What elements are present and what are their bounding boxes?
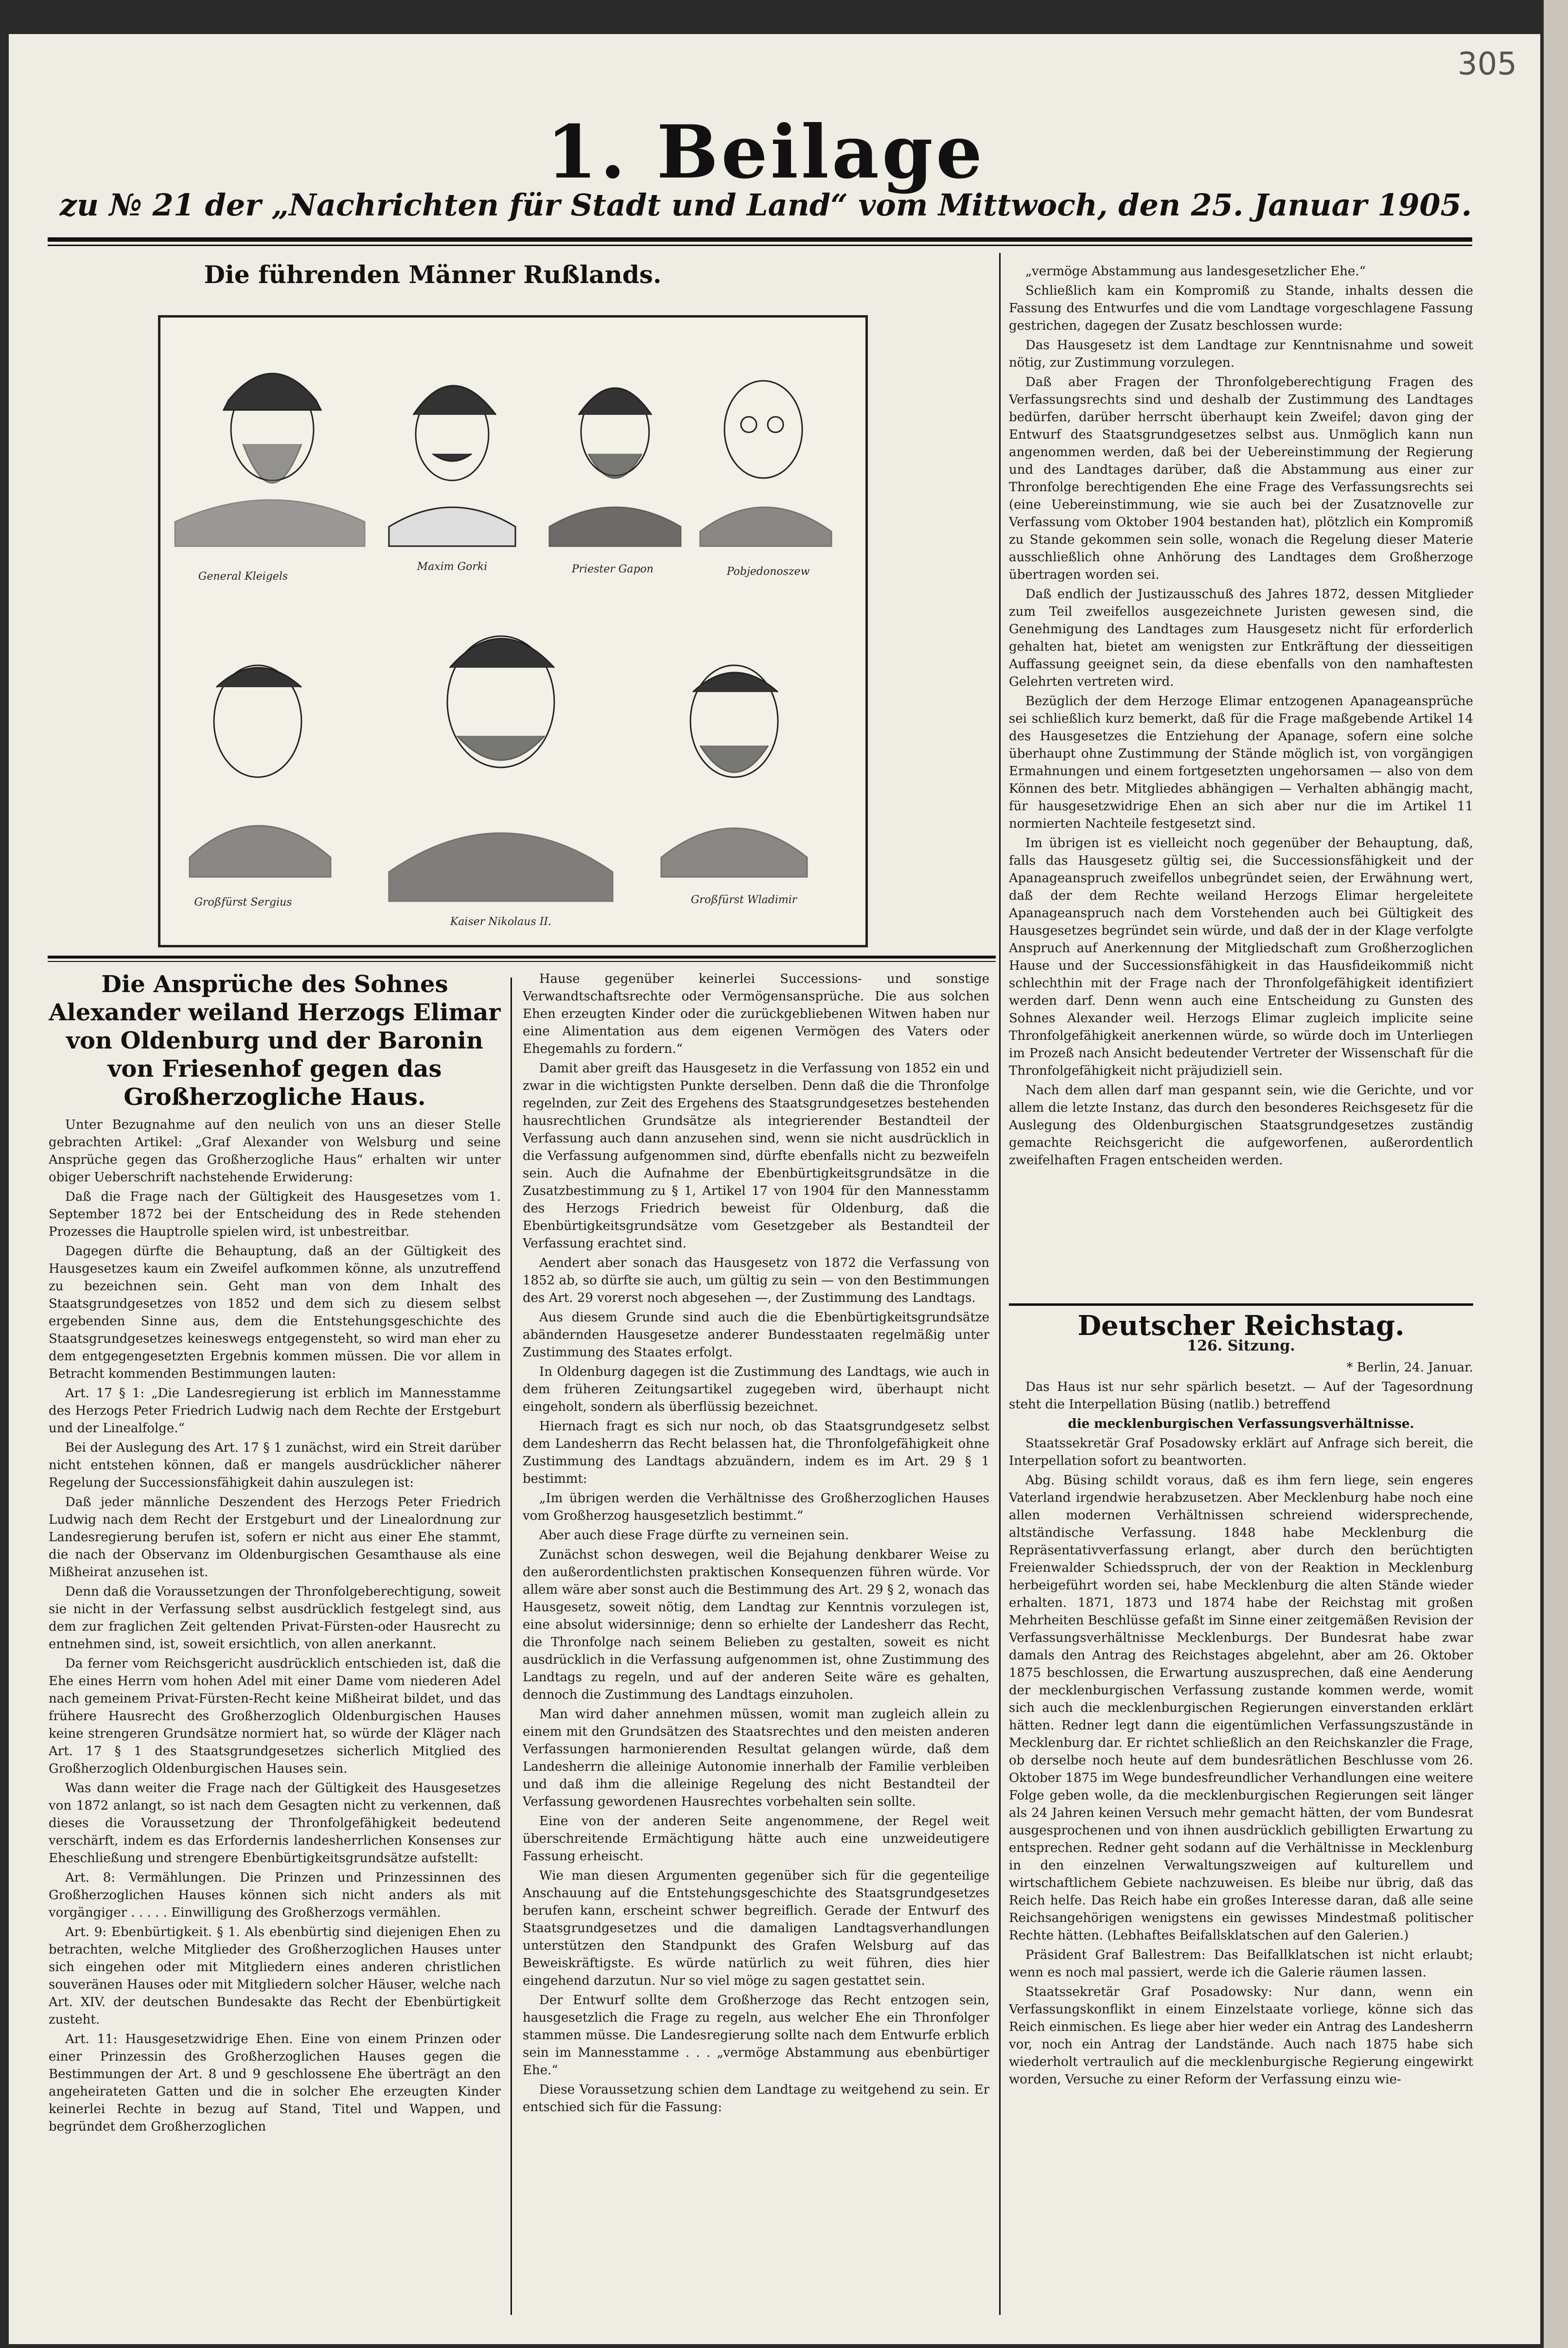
paragraph: Man wird daher annehmen müssen, womit man zugleich allein zu einem mit den Grundsätzen des Staatsrechtes und den meisten anderen Verfassungen harmonierenden Resultat gelangen würde, daß dem Landesherrn die alleinige Autonomie innerhalb der Familie verbleiben und daß ihm die alleinige Regelung des nicht Bestandteil der Verfassung gewordenen Hausrechtes vorbehalten sein sollte.	[523, 1707, 989, 1809]
portrait-grossfuerst-wladimir	[661, 665, 807, 877]
paragraph: Zunächst schon deswegen, weil die Bejahung denkbarer Weise zu den außerordentlichsten praktischen Konsequenzen führen würde. Vor allem wäre aber sonst auch die Bestimmung des Art. 29 § 2, wonach das Hausgesetz, soweit nötig, dem Landtag zur Kenntnis vorzulegen ist, eine absolut widersinnige; denn so erhielte der Landesherr das Recht, die Thronfolge nach seinem Belieben zu gestalten, soweit es nicht ausdrücklich in die Verfassung aufgenommen ist, ohne Zustimmung des Landtags zu regeln, und auf der anderen Seite wäre es gehalten, dennoch die Zustimmung des Landtags einzuholen.	[523, 1548, 989, 1702]
reichstag-column	[1009, 1313, 1473, 2315]
paragraph: Aber auch diese Frage dürfte zu verneinen sein.	[539, 1528, 849, 1543]
paragraph: Art. 11: Hausgesetzwidrige Ehen. Eine von einem Prinzen oder einer Prinzessin des Großherzoglichen Hauses gegen die Bestimmungen der Art. 8 und 9 geschlossene Ehe überträgt an den angeheirateten Gatten und die in solcher Ehe erzeugten Kinder keinerlei Rechte in bezug auf Stand, Titel und Wappen, und begründet dem Großherzoglichen	[49, 2032, 501, 2134]
article-col3-body	[1009, 263, 1473, 1169]
reichstag-headline: Deutscher Reichstag.	[1077, 1313, 1405, 1342]
paragraph: Daß die Frage nach der Gültigkeit des Hausgesetzes vom 1. September 1872 bei der Entscheidung des in Rede stehenden Prozesses die Hauptrolle spielen wird, ist unbestreitbar.	[49, 1190, 501, 1239]
reichstag-dateline: * Berlin, 24. Januar.	[1346, 1360, 1473, 1375]
paragraph: Diese Voraussetzung schien dem Landtage zu weitgehend zu sein. Er entschied sich für die Fassung:	[523, 2082, 989, 2115]
caption-nikolaus: Kaiser Nikolaus II.	[450, 916, 552, 928]
portrait-grossfuerst-sergius	[190, 665, 331, 877]
masthead-rule	[48, 237, 1472, 242]
paragraph: Bei der Auslegung des Art. 17 § 1 zunächst, wird ein Streit darüber nicht entstehen können, daß er mangels ausdrücklicher näherer Regelung der Successionsfähigkeit dahin auszulegen ist:	[49, 1441, 501, 1490]
article-column-3	[1009, 263, 1473, 1289]
portrait-maxim-gorki	[389, 386, 515, 546]
column-divider	[511, 978, 512, 2315]
column-divider	[999, 253, 1001, 2315]
paragraph: Aendert aber sonach das Hausgesetz von 1872 die Verfassung von 1852 ab, so dürfte sie auch, um gültig zu sein — von den Bestimmungen des Art. 29 vorerst noch abgesehen —, der Zustimmung des Landtags.	[523, 1256, 989, 1305]
paragraph: Da ferner vom Reichsgericht ausdrücklich entschieden ist, daß die Ehe eines Herrn vom hohen Adel mit einer Dame vom niederen Adel nach gemeinem Privat-Fürsten-Recht keine Mißheirat bildet, und das frühere Hausrecht des Großherzoglich Oldenburgischen Hauses keine strengeren Grundsätze normiert hat, so würde der Kläger nach Art. 17 § 1 des Staatsgrundgesetzes sicherlich Mitglied des Großherzoglich Oldenburgischen Hauses sein.	[49, 1656, 501, 1776]
paragraph: Daß jeder männliche Deszendent des Herzogs Peter Friedrich Ludwig nach dem Recht der Erstgeburt und der Linealordnung zur Landesregierung berufen ist, sofern er nicht aus einer Ehe stammt, die nach der Observanz im Oldenburgischen Gesamthause als eine Mißheirat anzusehen ist.	[49, 1495, 501, 1580]
article-column-2	[523, 970, 989, 2312]
article-rule-thin	[48, 961, 996, 962]
article-rule	[48, 956, 996, 959]
caption-kleigels: General Kleigels	[198, 570, 288, 583]
portraits-drawing	[160, 318, 861, 940]
article-col1-body	[49, 1116, 501, 2135]
portrait-kaiser-nikolaus	[389, 636, 613, 901]
paragraph: Art. 17 § 1: „Die Landesregierung ist erblich im Mannesstamme des Herzogs Peter Friedrich Ludwig nach dem Rechte der Erstgeburt und der Linealfolge.“	[49, 1386, 501, 1436]
paragraph: Schließlich kam ein Kompromiß zu Stande, inhalts dessen die Fassung des Entwurfes und die vom Landtage vorgeschlagene Fassung gestrichen, dagegen der Zusatz beschlossen wurde:	[1009, 284, 1473, 333]
paragraph: Hiernach fragt es sich nur noch, ob das Staatsgrundgesetz selbst dem Landesherrn das Recht belassen hat, die Thronfolgefähigkeit ohne Zustimmung des Landtags abzuändern, indem es im Art. 29 § 1 bestimmt:	[523, 1419, 989, 1486]
article-column-1	[49, 970, 501, 2312]
paragraph: Das Haus ist nur sehr spärlich besetzt. — Auf der Tagesordnung steht die Interpellation Büsing (natlib.) betreffend	[1009, 1380, 1473, 1412]
paragraph: Wie man diesen Argumenten gegenüber sich für die gegenteilige Anschauung auf die Entstehungsgeschichte des Staatsgrundgesetzes berufen kann, erscheint schwer begreiflich. Gerade der Entwurf des Staatsgrundgesetzes und die damaligen Landtagsverhandlungen unterstützen den Standpunkt des Grafen Welsburg auf das Beweiskräftigste. Es würde natürlich zu weit führen, dies hier eingehend darzutun. Nur so viel möge zu sagen gestattet sein.	[523, 1868, 989, 1988]
paragraph: Damit aber greift das Hausgesetz in die Verfassung von 1852 ein und zwar in die wichtigsten Punkte derselben. Denn daß die die Thronfolge regelnden, zur Zeit des Ergehens des Staatsgrundgesetzes bestehenden hausrechtlichen Grundsätze als integrierender Bestandteil der Verfassung auch dann anzusehen sind, wenn sie nicht ausdrücklich in die Verfassung aufgenommen sind, dürfte ebenfalls nicht zu bezweifeln sein. Auch die Aufnahme der Ebenbürtigkeitsgrundsätze in die Zusatzbestimmung zu § 1, Artikel 17 von 1904 für den Mannesstamm des Herzogs Friedrich beweist für Oldenburg, daß die Ebenbürtigkeitsgrundsätze vom Gesetzgeber als Bestandteil der Verfassung erachtet sind.	[523, 1061, 989, 1251]
reichstag-body	[1009, 1378, 1473, 2088]
paragraph: Staatssekretär Graf Posadowsky erklärt auf Anfrage sich bereit, die Interpellation sofort zu beantworten.	[1009, 1436, 1473, 1468]
reichstag-rule	[1009, 1303, 1473, 1306]
paragraph: Der Entwurf sollte dem Großherzoge das Recht entzogen sein, hausgesetzlich die Frage zu regeln, aus welcher Ehe ein Thronfolger stammen müsse. Die Landesregierung sollte nach dem Entwurfe erblich sein im Mannesstamme . . . „vermöge Abstammung aus ebenbürtiger Ehe.“	[523, 1993, 989, 2078]
caption-gapon: Priester Gapon	[571, 563, 654, 575]
paragraph: Aus diesem Grunde sind auch die die Ebenbürtigkeitsgrundsätze abändernden Hausgesetze anderer Bundesstaaten regelmäßig unter Zustimmung des Staates erfolgt.	[523, 1310, 989, 1360]
article-col2-body	[523, 970, 989, 2116]
portrait-general-kleigels	[175, 374, 365, 546]
paragraph: Art. 8: Vermählungen. Die Prinzen und Prinzessinnen des Großherzoglichen Hauses können sich nicht anders als mit vorgängiger . . . . . Einwilligung des Großherzogs vermählen.	[49, 1870, 501, 1920]
paragraph: Daß endlich der Justizausschuß des Jahres 1872, dessen Mitglieder zum Teil zweifellos ausgezeichnete Juristen gewesen sind, die Genehmigung des Landtages zum Hausgesetz nicht für erforderlich gehalten hat, bietet am wenigsten zur Entkräftung der diesseitigen Auffassung geeignet sein, da diese ebenfalls von den namhaftesten Gelehrten vertreten wird.	[1009, 587, 1473, 689]
masthead-title: 1. Beilage	[546, 109, 986, 195]
paragraph: Präsident Graf Ballestrem: Das Beifallklatschen ist nicht erlaubt; wenn es noch mal passiert, werde ich die Galerie räumen lassen.	[1009, 1948, 1473, 1980]
illustration-title: Die führenden Männer Rußlands.	[204, 260, 662, 289]
caption-pobjedonoszew: Pobjedonoszew	[726, 566, 810, 578]
portrait-priester-gapon	[549, 388, 681, 546]
paragraph: In Oldenburg dagegen ist die Zustimmung des Landtags, wie auch in dem früheren Zeitungsartikel zugegeben wird, überhaupt nicht eingeholt, sondern als überflüssig bezeichnet.	[523, 1365, 989, 1414]
paragraph: Unter Bezugnahme auf den neulich von uns an dieser Stelle gebrachten Artikel: „Graf Alexander von Welsburg und seine Ansprüche gegen das Großherzogliche Haus“ erhalten wir unter obiger Ueberschrift nachstehende Erwiderung:	[49, 1118, 501, 1185]
paragraph: Hause gegenüber keinerlei Successions- und sonstige Verwandtschaftsrechte oder Vermögensansprüche. Die aus solchen Ehen erzeugten Kinder oder die zurückgebliebenen Witwen haben nur eine Alimentation aus dem eigenen Vermögen des Vaters oder Ehegemahls zu fordern.“	[523, 972, 989, 1056]
article-headline: Die Ansprüche des Sohnes Alexander weiland Herzogs Elimar von Oldenburg und der Baronin von Friesenhof gegen das Großherzogliche Haus.	[49, 971, 501, 1111]
portrait-illustration	[158, 315, 868, 947]
paragraph: Das Hausgesetz ist dem Landtage zur Kenntnisnahme und soweit nötig, zur Zustimmung vorzulegen.	[1009, 338, 1473, 370]
paragraph: Was dann weiter die Frage nach der Gültigkeit des Hausgesetzes von 1872 anlangt, so ist nach dem Gesagten nicht zu verkennen, daß dieses die Voraussetzung der Thronfolgefähigkeit bedeutend verschärft, indem es das Erfordernis landesherrlichen Konsenses zur Eheschließung und strengere Ebenbürtigkeitsgrundsätze aufstellt:	[49, 1781, 501, 1866]
masthead-subtitle: zu № 21 der „Nachrichten für Stadt und Land“ vom Mittwoch, den 25. Januar 1905.	[59, 187, 1472, 223]
caption-wladimir: Großfürst Wladimir	[690, 894, 797, 906]
paragraph: Nach dem allen darf man gespannt sein, wie die Gerichte, und vor allem die letzte Instanz, das durch den besonderes Reichsgesetz für die Auslegung des Oldenburgischen Staatsgrundgesetzes zuständig gemachte Reichsgericht die aufgeworfenen, außerordentlich zweifelhaften Fragen entscheiden werden.	[1009, 1083, 1473, 1168]
page-edge	[1544, 0, 1568, 2348]
paragraph: Im übrigen ist es vielleicht noch gegenüber der Behauptung, daß, falls das Hausgesetz gültig sei, die Successionsfähigkeit und der Apanageanspruch zweifellos unbegründet seien, der Erwähnung wert, daß der dem Rechte weiland Herzogs Elimar hergeleitete Apanageanspruch nach dem Vorstehenden auch bei Gültigkeit des Hausgesetzes begründet sein würde, und daß der in der Klage verfolgte Anspruch auf Anerkennung der Mitgliedschaft zum Großherzoglichen Hause und der Successionsfähigkeit in das Hausfideikommiß nicht schlechthin mit der Frage nach der Thronfolgefähigkeit identifiziert werden darf. Denn wenn auch eine Entscheidung zu Gunsten des Sohnes Alexander weil. Herzogs Elimar zugleich implicite seine Thronfolgefähigkeit anerkennen würde, so würde doch im Unterliegen im Prozeß nach Ansicht bedeutender Vertreter der Wissenschaft für die Thronfolgefähigkeit nicht präjudiziell sein.	[1009, 836, 1473, 1078]
caption-sergius: Großfürst Sergius	[194, 896, 292, 908]
reichstag-session: 126. Sitzung.	[1187, 1337, 1295, 1354]
paragraph: Abg. Büsing schildt voraus, daß es ihm fern liege, sein engeres Vaterland irgendwie herabzusetzen. Aber Mecklenburg habe noch eine allen modernen Verhältnissen schreiend widersprechende, altständische Verfassung. 1848 habe Mecklenburg die Repräsentativverfassung erlangt, aber durch den berüchtigten Freienwalder Schiedsspruch, der von der Reaktion in Mecklenburg herbeigeführt worden sei, habe Mecklenburg die alten Stände wieder erhalten. 1871, 1873 und 1874 habe der Reichstag mit großen Mehrheiten Beschlüsse gefaßt im Sinne einer zeitgemäßen Revision der Verfassungsverhältnisse Mecklenburgs. Der Bundesrat habe zwar damals den Antrag des Reichstages abgelehnt, aber am 26. Oktober 1875 beschlossen, die Erwartung auszusprechen, daß eine Aenderung der mecklenburgischen Verfassung zustande kommen werde, womit sich auch die mecklenburgischen Regierungen einverstanden erklärt hätten. Redner legt dann die eigentümlichen Verfassungszustände in Mecklenburg dar. Er richtet schließlich an den Reichskanzler die Frage, ob derselbe noch heute auf dem bundesrätlichen Beschlusse vom 26. Oktober 1875 im Wege bundesfreundlicher Verhandlungen eine weitere Folge geben wolle, da die mecklenburgischen Regierungen seit länger als 24 Jahren keinen Versuch mehr gemacht hätten, der vom Bundesrat ausgesprochenen und von ihnen ausdrücklich gebilligten Erwartung zu entsprechen. Redner geht sodann auf die Verhältnisse in Mecklenburg in den einzelnen Verwaltungszweigen auf kulturellem und wirtschaftlichem Gebiete nachzuweisen. Es bleibe nur übrig, daß das Reich helfe. Das Reich habe ein großes Interesse daran, daß alle seine Reichsangehörigen wenigstens ein gewisses Mindestmaß politischer Rechte hätten. (Lebhaftes Beifallsklatschen auf den Galerien.)	[1009, 1473, 1473, 1943]
paragraph: Eine von der anderen Seite angenommene, der Regel weit überschreitende Ermächtigung hätte auch eine unzweideutigere Fassung erheischt.	[523, 1814, 989, 1864]
paragraph: „vermöge Abstammung aus landesgesetzlicher Ehe.“	[1025, 264, 1366, 279]
paragraph: die mecklenburgischen Verfassungsverhältnisse.	[1068, 1417, 1414, 1431]
paragraph: Daß aber Fragen der Thronfolgeberechtigung Fragen des Verfassungsrechts sind und deshalb der Zustimmung des Landtages bedürfen, darüber herrscht überhaupt kein Zweifel; davon ging der Entwurf des Staatsgrundgesetzes selbst aus. Unmöglich kann nun angenommen werden, daß bei der Uebereinstimmung der Regierung und des Landtages darüber, daß die Abstammung aus einer zur Thronfolge berechtigenden Ehe eine Frage des Verfassungsrechts sei (eine Uebereinstimmung, wie sie auch bei der Zusatznovelle zur Verfassung vom Oktober 1904 bestanden hat), plötzlich ein Kompromiß zu Stande gekommen sein solle, wonach die Regelung dieser Materie ausschließlich ohne Anhörung des Landtages dem Großherzoge übertragen worden sei.	[1009, 375, 1473, 582]
caption-gorki: Maxim Gorki	[417, 561, 488, 573]
paragraph: Dagegen dürfte die Behauptung, daß an der Gültigkeit des Hausgesetzes kaum ein Zweifel aufkommen könne, als unzutreffend zu bezeichnen sein. Geht man von dem Inhalt des Staatsgrundgesetzes von 1852 und dem sich zu diesem selbst ergebenden Sinne aus, dem die Entstehungsgeschichte des Staatsgrundgesetzes keineswegs entgegensteht, so wird man eher zu dem entgegengesetzten Ergebnis kommen müssen. Die vor allem in Betracht kommenden Bestimmungen lauten:	[49, 1244, 501, 1381]
paragraph: Bezüglich der dem Herzoge Elimar entzogenen Apanageansprüche sei schließlich kurz bemerkt, daß für die Frage maßgebende Artikel 14 des Hausgesetzes die Entziehung der Apanage, sofern eine solche überhaupt ohne Zustimmung der Stände möglich ist, von vorgängigen Ermahnungen und einem fortgesetzten ungehorsamen — also von dem Können des betr. Mitgliedes abhängigen — Verhalten abhängig macht, für hausgesetzwidrige Ehen an sich aber nur die im Artikel 11 normierten Nachteile festgesetzt sind.	[1009, 694, 1473, 831]
paragraph: Denn daß die Voraussetzungen der Thronfolgeberechtigung, soweit sie nicht in der Verfassung selbst ausdrücklich festgelegt sind, aus dem zur fraglichen Zeit geltenden Privat-Fürsten-oder Hausrecht zu entnehmen sind, ist, soweit ersichtlich, von allen anerkannt.	[49, 1584, 501, 1652]
paragraph: Staatssekretär Graf Posadowsky: Nur dann, wenn ein Verfassungskonflikt in einem Einzelstaate vorliege, könne sich das Reich einmischen. Es liege aber hier weder ein Antrag des Landesherrn vor, noch ein Antrag der Landstände. Auch nach 1875 habe sich wiederholt vertraulich auf die mecklenburgische Regierung eingewirkt worden, Versuche zu einer Reform der Verfassung einzu wie-	[1009, 1985, 1473, 2087]
page-number: 305	[1457, 46, 1517, 82]
portrait-pobjedonoszew	[700, 381, 831, 546]
paragraph: Art. 9: Ebenbürtigkeit. § 1. Als ebenbürtig sind diejenigen Ehen zu betrachten, welche Mitglieder des Großherzoglichen Hauses unter sich eingehen oder mit Mitgliedern eines anderen christlichen souveränen Hauses oder mit Mitgliedern solcher Häuser, welche nach Art. XIV. der deutschen Bundesakte das Recht der Ebenbürtigkeit zusteht.	[49, 1925, 501, 2027]
masthead-rule-thin	[48, 245, 1472, 246]
paragraph: „Im übrigen werden die Verhältnisse des Großherzoglichen Hauses vom Großherzog hausgesetzlich bestimmt.“	[523, 1491, 989, 1523]
